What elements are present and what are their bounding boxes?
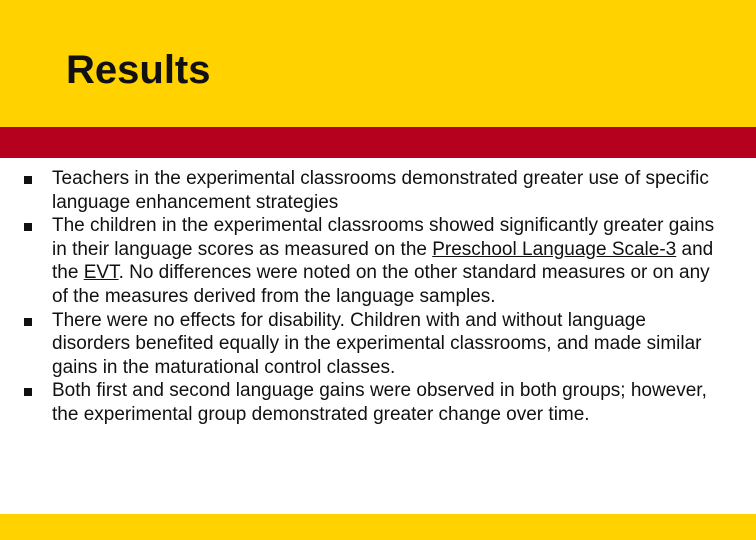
bullet-item: [24, 379, 724, 426]
bullet-text: The children in the experimental classrooms showed significantly greater gains in their language scores as measured on the: [52, 215, 715, 260]
bullet-text: Teachers in the experimental classrooms demonstrated greater use of specific language enhancement strategies: [52, 168, 709, 213]
bullet-text: Both first and second language gains were observed in both groups; however, the experimental group demonstrated greater change over time.: [52, 380, 707, 425]
bullet-text: There were no effects for disability. Children with and without language disorders benefited equally in the experimental classrooms, and made similar gains in the maturational control classes.: [52, 309, 702, 378]
title-divider-band: [0, 127, 756, 158]
preschool-language-scale-reference: Preschool Language Scale-3: [432, 238, 677, 260]
slide-body: [0, 158, 756, 514]
bullet-text: . No differences were noted on the other standard measures or on any of the measures derived from the language samples.: [52, 262, 710, 307]
evt-reference: EVT: [83, 262, 119, 284]
square-bullet-icon: [24, 318, 32, 326]
bullet-item: [24, 214, 724, 308]
square-bullet-icon: [24, 223, 32, 231]
header-band: [0, 0, 756, 127]
bullet-item: [24, 309, 724, 380]
footer-band: [0, 514, 756, 540]
bullet-list: [24, 167, 724, 427]
square-bullet-icon: [24, 388, 32, 396]
bullet-text: and the: [52, 238, 714, 284]
slide-title: Results: [66, 48, 211, 92]
bullet-item: [24, 167, 724, 214]
square-bullet-icon: [24, 176, 32, 184]
